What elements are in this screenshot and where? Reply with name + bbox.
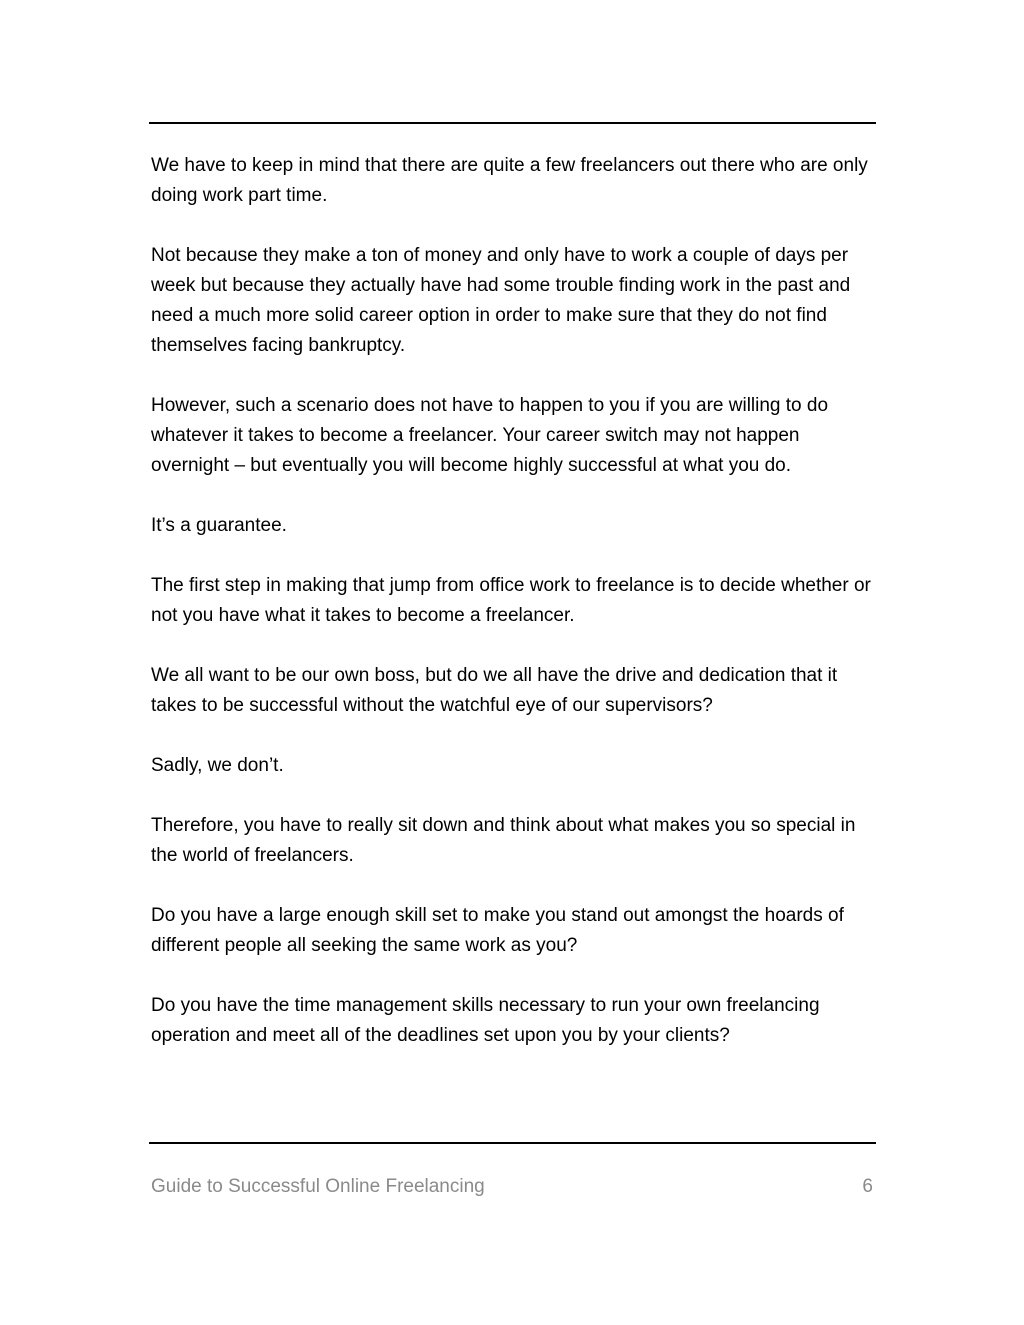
body-paragraph: Sadly, we don’t.: [151, 755, 284, 776]
page-footer: [151, 1173, 873, 1201]
body-paragraph: Not because they make a ton of money and only have to work a couple of days per week but because they actually have had some trouble finding work in the past and need a much more solid career option in order to make sure that they do not find themselves facing bankruptcy.: [151, 245, 851, 356]
body-paragraph: However, such a scenario does not have to happen to you if you are willing to do whatever it takes to become a freelancer. Your career switch may not happen overnight – but eventually you will become highly successful at what you do.: [151, 395, 829, 476]
body-paragraph: Do you have the time management skills necessary to run your own freelancing operation and meet all of the deadlines set upon you by your clients?: [151, 995, 820, 1046]
footer-page-number: 6: [862, 1176, 873, 1197]
body-paragraph: Do you have a large enough skill set to make you stand out amongst the hoards of different people all seeking the same work as you?: [151, 905, 844, 956]
body-paragraph: It’s a guarantee.: [151, 515, 287, 536]
footer-document-title: Guide to Successful Online Freelancing: [151, 1176, 485, 1197]
body-paragraph: We have to keep in mind that there are quite a few freelancers out there who are only doing work part time.: [151, 155, 868, 206]
body-paragraph: We all want to be our own boss, but do we all have the drive and dedication that it takes to be successful without the watchful eye of our supervisors?: [151, 665, 838, 716]
page-body: [151, 151, 873, 1081]
body-paragraph: The first step in making that jump from office work to freelance is to decide whether or not you have what it takes to become a freelancer.: [151, 575, 871, 626]
header-divider: [149, 122, 876, 124]
footer-divider: [149, 1142, 876, 1144]
body-paragraph: Therefore, you have to really sit down and think about what makes you so special in the world of freelancers.: [151, 815, 856, 866]
